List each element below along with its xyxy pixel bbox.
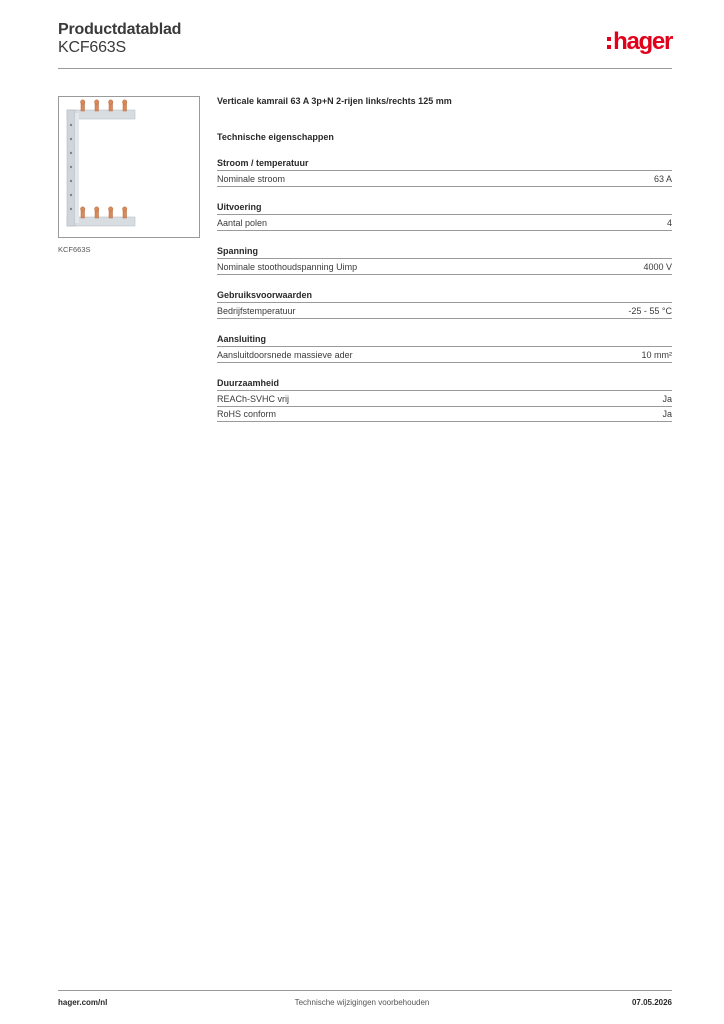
logo-text: hager xyxy=(613,28,672,55)
spec-value: 4000 V xyxy=(643,262,672,272)
spec-group xyxy=(217,377,672,422)
spec-row xyxy=(217,172,672,187)
product-image xyxy=(58,96,200,238)
spec-row xyxy=(217,348,672,363)
product-code: KCF663S xyxy=(58,39,126,56)
product-description: Verticale kamrail 63 A 3p+N 2-rijen links/rechts 125 mm xyxy=(217,96,452,106)
spec-group xyxy=(217,333,672,363)
product-spec-panel xyxy=(217,95,672,422)
spec-groups xyxy=(217,157,672,422)
spec-value: 63 A xyxy=(653,174,672,184)
spec-value: -25 - 55 °C xyxy=(628,306,672,316)
logo-dots-icon xyxy=(607,37,611,49)
spec-group xyxy=(217,157,672,187)
spec-label: Aansluitdoorsnede massieve ader xyxy=(217,350,353,360)
spec-group-title: Uitvoering xyxy=(217,201,672,215)
spec-label: Nominale stoothoudspanning Uimp xyxy=(217,262,358,272)
spec-row xyxy=(217,304,672,319)
hager-logo xyxy=(607,29,672,55)
header-divider xyxy=(58,68,672,69)
spec-row xyxy=(217,216,672,231)
spec-row xyxy=(217,392,672,407)
spec-label: Bedrijfstemperatuur xyxy=(217,306,296,316)
spec-value: Ja xyxy=(662,409,672,419)
spec-label: Aantal polen xyxy=(217,218,268,228)
spec-group-title: Duurzaamheid xyxy=(217,377,672,391)
spec-group-title: Gebruiksvoorwaarden xyxy=(217,289,672,303)
image-caption: KCF663S xyxy=(58,245,91,254)
busbar-illustration xyxy=(59,97,199,237)
spec-label: REACh-SVHC vrij xyxy=(217,394,290,404)
spec-group xyxy=(217,201,672,231)
footer-date: 07.05.2026 xyxy=(631,998,672,1007)
spec-label: RoHS conform xyxy=(217,409,277,419)
footer-disclaimer: Technische wijzigingen voorbehouden xyxy=(294,998,430,1007)
footer-divider xyxy=(58,990,672,991)
spec-group xyxy=(217,245,672,275)
spec-value: Ja xyxy=(662,394,672,404)
spec-row xyxy=(217,260,672,275)
spec-group-title: Aansluiting xyxy=(217,333,672,347)
spec-group-title: Spanning xyxy=(217,245,672,259)
spec-group-title: Stroom / temperatuur xyxy=(217,157,672,171)
spec-label: Nominale stroom xyxy=(217,174,286,184)
spec-row xyxy=(217,407,672,422)
section-heading: Technische eigenschappen xyxy=(217,132,334,142)
spec-value: 10 mm² xyxy=(641,350,672,360)
footer-website: hager.com/nl xyxy=(58,998,108,1007)
spec-group xyxy=(217,289,672,319)
document-title: Productdatablad xyxy=(58,21,182,38)
spec-value: 4 xyxy=(666,218,672,228)
